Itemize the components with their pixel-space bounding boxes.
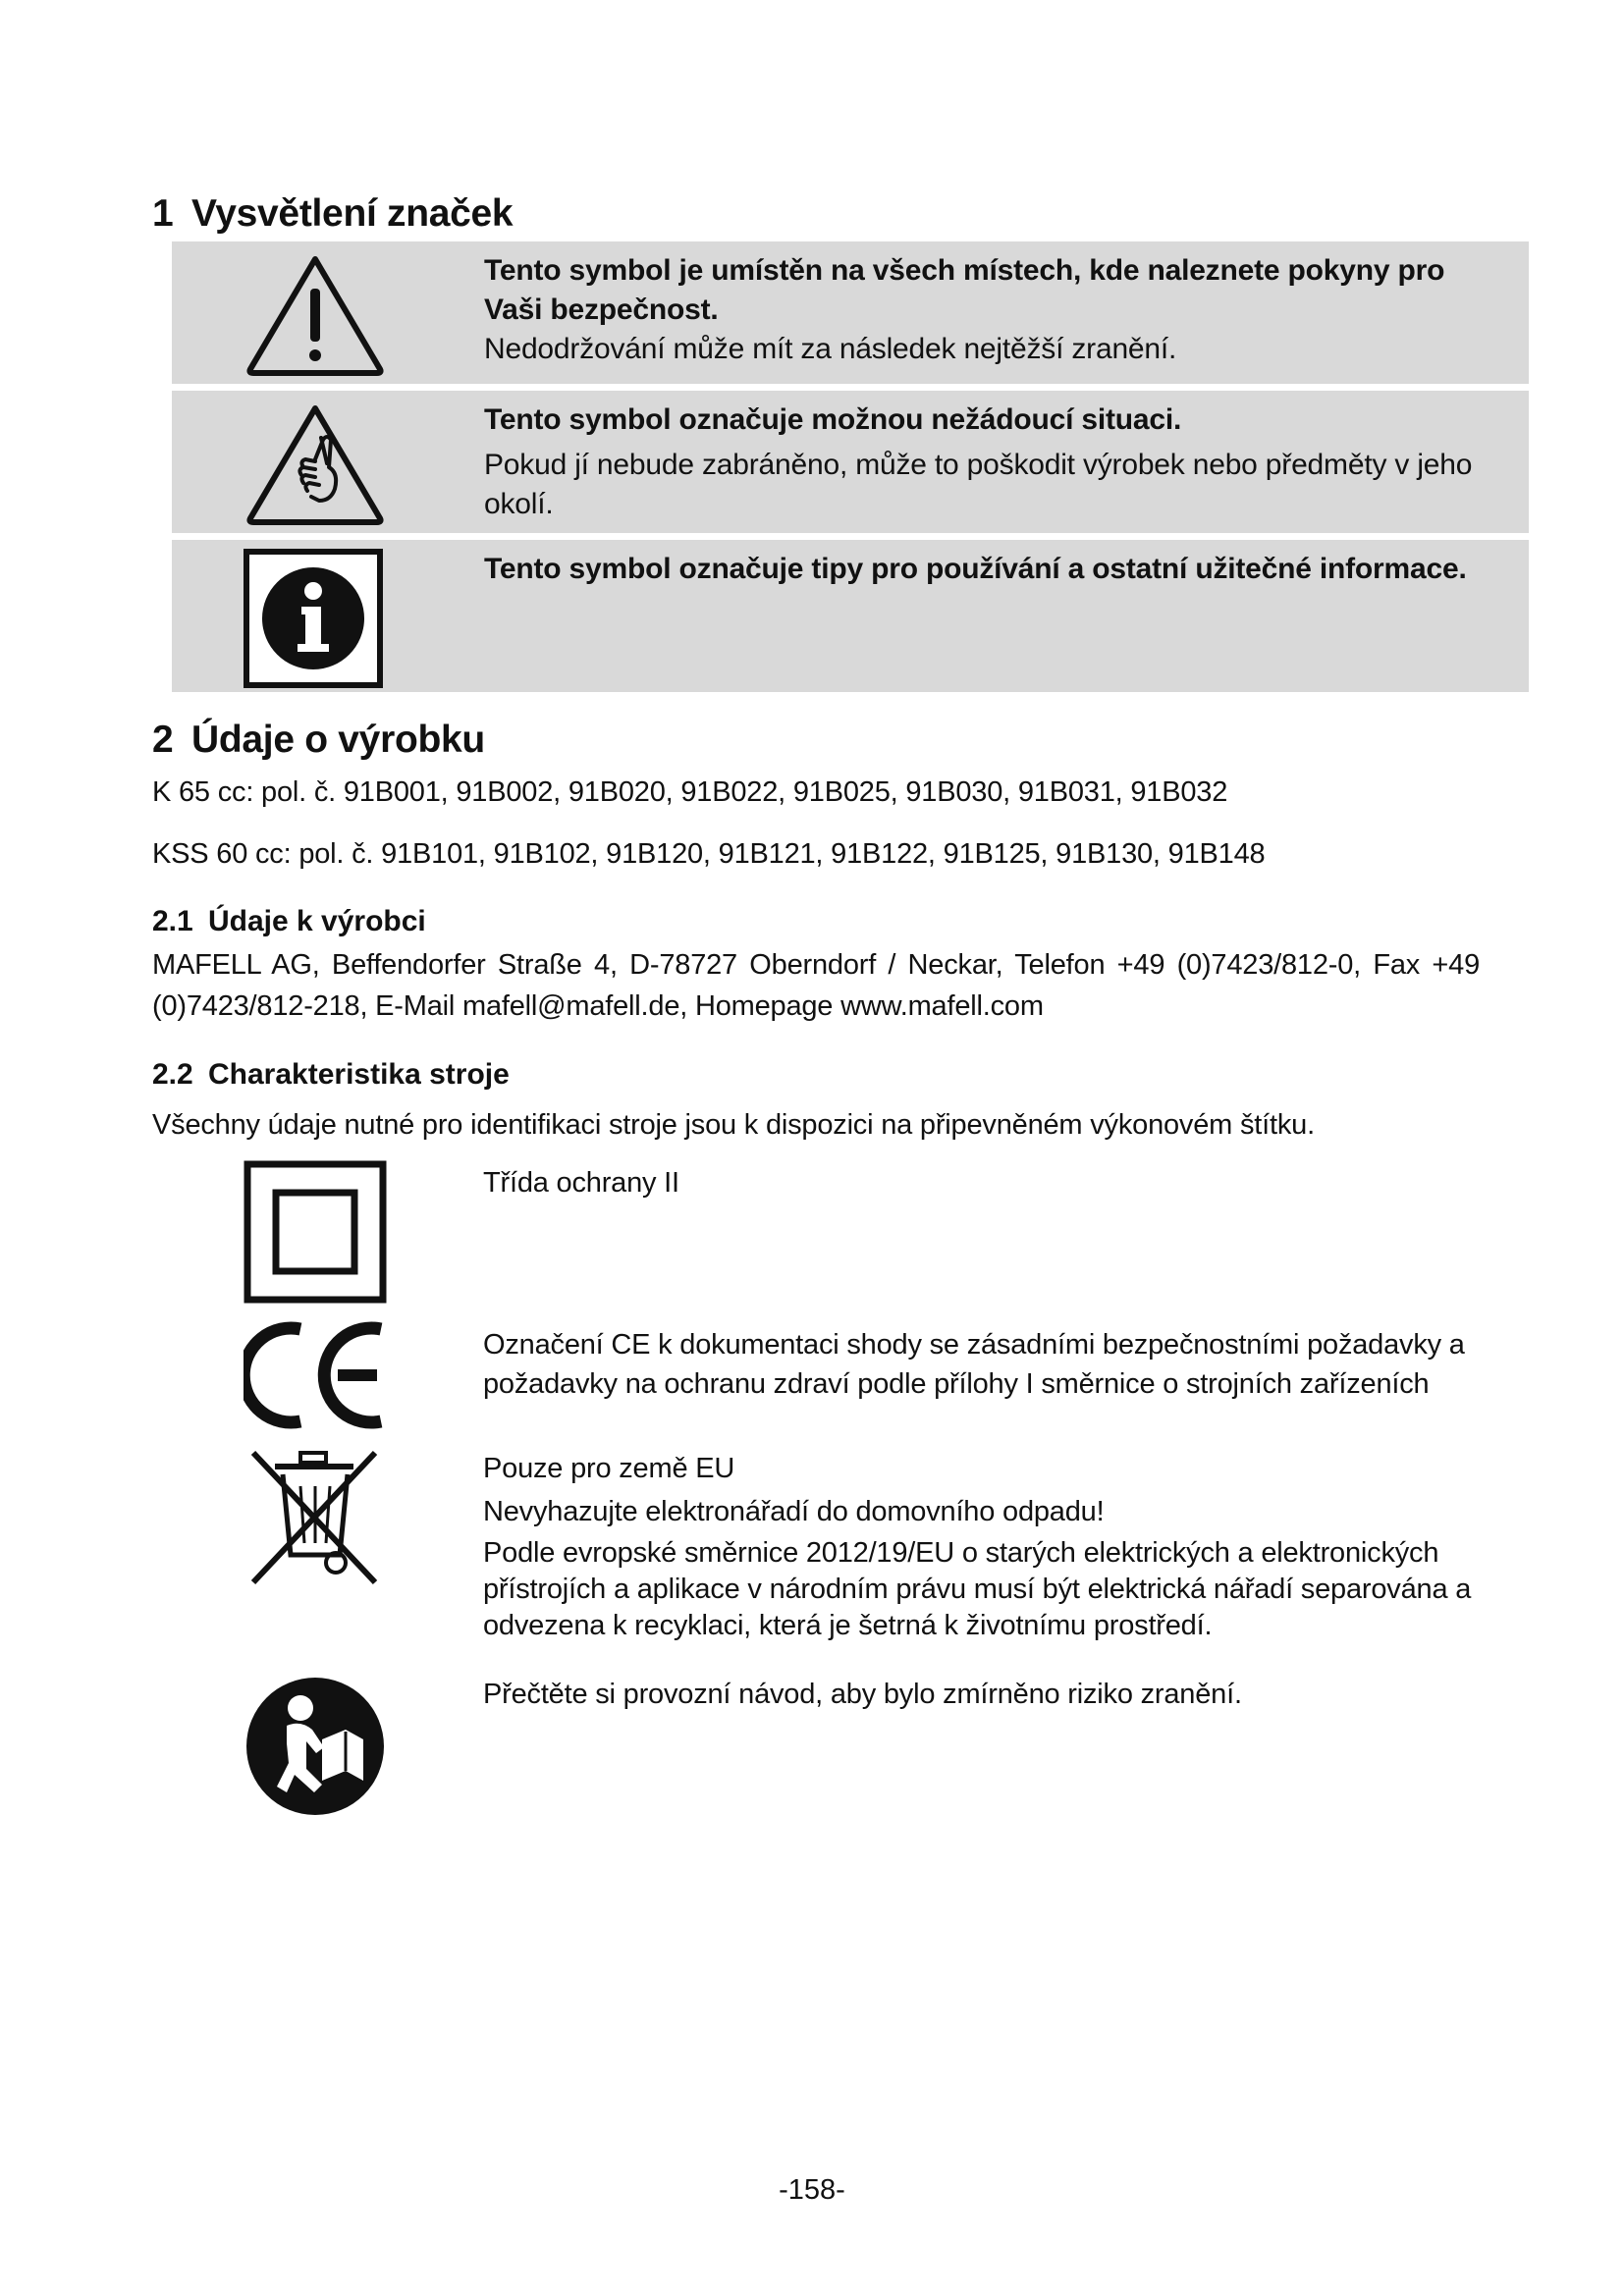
- feature-line: Podle evropské směrnice 2012/19/EU o starých elektrických a elektronických přístrojích a aplikace v národním právu musí být elektrická nářadí separována a odvezena k recyklaci, která je šetrná k životnímu prostředí.: [483, 1537, 1472, 1641]
- subsection-title: Charakteristika stroje: [208, 1058, 510, 1091]
- product-kss60-line: KSS 60 cc: pol. č. 91B101, 91B102, 91B120, 91B121, 91B122, 91B125, 91B130, 91B148: [152, 838, 1266, 870]
- symbol-row-bold-text: Tento symbol je umístěn na všech místech, kde naleznete pokyny pro Vaši bezpečnost.: [484, 254, 1445, 326]
- crossed-out-bin-icon: [245, 1445, 383, 1597]
- section-title: Údaje o výrobku: [191, 719, 485, 761]
- warning-triangle-icon: [243, 249, 388, 382]
- subsection-number: 2.2: [152, 1058, 193, 1091]
- feature-line: Pouze pro země EU: [483, 1453, 735, 1484]
- ce-mark-icon: [244, 1321, 391, 1434]
- product-k65-line: K 65 cc: pol. č. 91B001, 91B002, 91B020, 91B022, 91B025, 91B030, 91B031, 91B032: [152, 776, 1228, 808]
- symbol-row-text: [484, 251, 1505, 369]
- symbol-row-bold-text: Tento symbol označuje možnou nežádoucí situaci.: [484, 403, 1182, 436]
- subsection-number: 2.1: [152, 905, 193, 937]
- machine-characteristics-intro: Všechny údaje nutné pro identifikaci stroje jsou k dispozici na připevněném výkonovém štítku.: [152, 1109, 1315, 1141]
- section-number: 2: [152, 719, 174, 761]
- section-1-heading: [152, 192, 513, 236]
- subsection-2-1-heading: [152, 905, 426, 938]
- feature-line: Třída ochrany II: [483, 1167, 679, 1199]
- symbol-row-info: [172, 540, 1529, 692]
- symbol-row-plain-text: Nedodržování může mít za následek nejtěžší zranění.: [484, 333, 1177, 365]
- section-title: Vysvětlení značek: [191, 192, 514, 235]
- attention-hand-triangle-icon: [243, 399, 388, 533]
- feature-read-manual: [483, 1675, 1494, 1718]
- symbol-row-text: [484, 550, 1505, 589]
- feature-line: Označení CE k dokumentaci shody se zásadními bezpečnostními požadavky a požadavky na ochranu zdraví podle přílohy I směrnice o strojních zařízeních: [483, 1329, 1465, 1400]
- feature-line: Nevyhazujte elektronářadí do domovního odpadu!: [483, 1496, 1105, 1527]
- section-number: 1: [152, 192, 174, 235]
- subsection-2-2-heading: [152, 1058, 510, 1092]
- protection-class-ii-icon: [244, 1160, 387, 1308]
- section-2-heading: [152, 719, 485, 762]
- manufacturer-text: MAFELL AG, Beffendorfer Straße 4, D-78727 Oberndorf / Neckar, Telefon +49 (0)7423/812-0, Fax +49 (0)7423/812-218, E-Mail mafell@mafell.de, Homepage www.mafell.com: [152, 949, 1480, 1022]
- read-manual-icon: [244, 1675, 387, 1823]
- info-icon: [243, 548, 384, 694]
- symbol-row-warning: [172, 241, 1529, 384]
- page-number: -158-: [779, 2174, 845, 2206]
- symbol-row-plain-text: Pokud jí nebude zabráněno, může to poškodit výrobek nebo předměty v jeho okolí.: [484, 449, 1473, 520]
- feature-weee: [483, 1449, 1494, 1648]
- feature-protection-class: [483, 1163, 1494, 1206]
- symbol-row-bold-text: Tento symbol označuje tipy pro používání a ostatní užitečné informace.: [484, 553, 1467, 585]
- symbol-row-text: [484, 400, 1505, 524]
- symbol-row-attention: [172, 391, 1529, 533]
- subsection-title: Údaje k výrobci: [208, 905, 426, 937]
- feature-ce-mark: [483, 1325, 1494, 1408]
- feature-line: Přečtěte si provozní návod, aby bylo zmírněno riziko zranění.: [483, 1679, 1242, 1710]
